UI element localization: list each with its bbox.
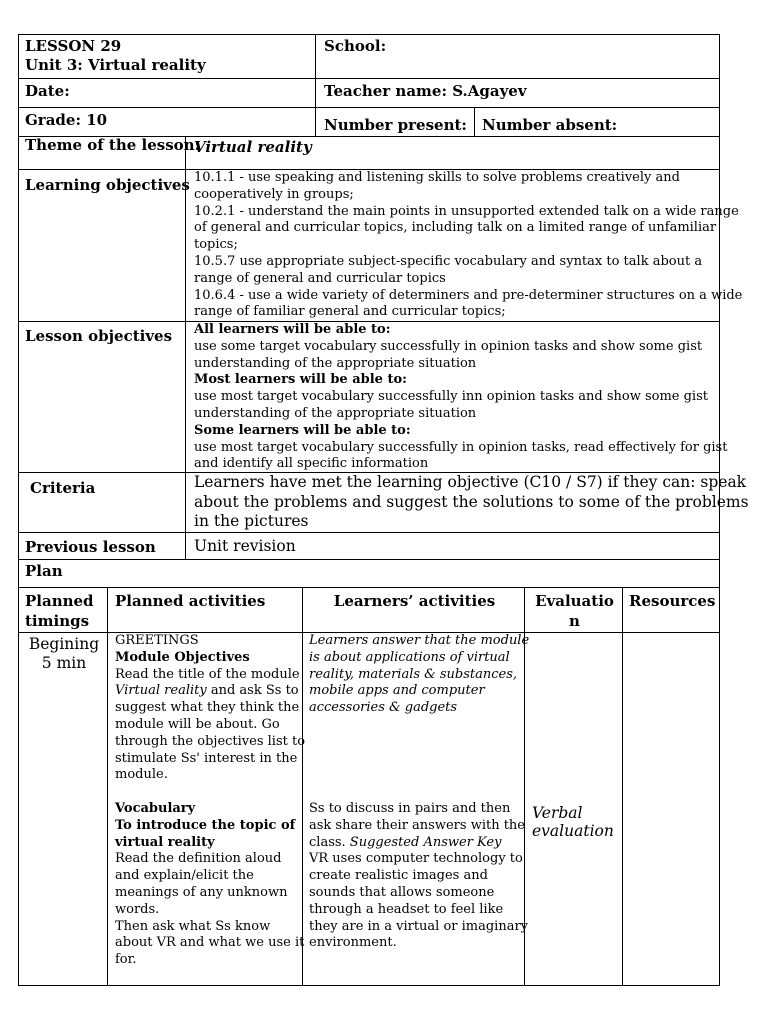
learning-objectives-list <box>194 170 742 321</box>
timing-duration: 5 min <box>41 654 87 672</box>
col-resources-label: Resources <box>629 592 716 610</box>
learners-line: reality, materials & substances, <box>309 666 518 682</box>
activity-line: Then ask what Ss know <box>115 918 271 934</box>
plan-cell <box>18 559 720 588</box>
activity-line: suggest what they think the <box>115 700 300 716</box>
objective-line: cooperatively in groups; <box>194 186 354 202</box>
col-evaluation-label: n <box>569 612 580 630</box>
objective-line: 10.2.1 - understand the main points in unsupported extended talk on a wide range <box>194 203 739 219</box>
activity-line <box>115 683 305 700</box>
theme-label: Theme of the lesson: <box>25 136 201 154</box>
activity-line: module will be about. Go <box>115 716 280 732</box>
previous-lesson-label-cell <box>18 532 186 560</box>
criteria-cell <box>185 472 749 533</box>
all-learners-line: understanding of the appropriate situation <box>194 355 477 371</box>
col-learners-header <box>302 587 525 633</box>
objective-line: 10.1.1 - use speaking and listening skills to solve problems creatively and <box>194 170 680 185</box>
col-learners-label: Learners’ activities <box>333 592 496 610</box>
timing-cell <box>18 632 108 986</box>
learners-line: environment. <box>309 935 397 951</box>
learners-line: is about applications of virtual <box>309 649 510 665</box>
lesson-number: LESSON 29 <box>25 37 122 55</box>
theme-value: Virtual reality <box>194 138 312 156</box>
most-learners-heading: Most learners will be able to: <box>194 372 407 388</box>
activity-line: about VR and what we use it <box>115 935 305 951</box>
vocabulary-subheading: To introduce the topic of <box>115 817 296 833</box>
learners-line-head: class. <box>309 834 350 850</box>
activity-line: stimulate Ss' interest in the <box>115 750 298 766</box>
evaluation-cell <box>524 632 623 986</box>
resources-cell <box>622 632 720 986</box>
learners-line: through a headset to feel like <box>309 901 504 917</box>
answer-key-label: Suggested Answer Key <box>349 834 502 850</box>
activity-line: meanings of any unknown <box>115 884 288 900</box>
vocabulary-subheading: virtual reality <box>115 834 215 850</box>
theme-label-cell <box>18 136 201 170</box>
vocabulary-heading: Vocabulary <box>115 800 196 816</box>
module-title: Virtual reality <box>115 683 207 699</box>
learning-objectives-label-cell <box>18 169 190 322</box>
activity-line: and explain/elicit the <box>115 868 254 884</box>
date-label: Date: <box>25 82 70 100</box>
col-timings-header <box>18 587 108 633</box>
learners-line: mobile apps and computer <box>309 683 485 699</box>
objective-line: of general and curricular topics, including talk on a limited range of unfamiliar <box>194 220 717 236</box>
col-activities-label: Planned activities <box>115 592 266 610</box>
learners-line: VR uses computer technology to <box>309 851 523 867</box>
greetings-label: GREETINGS <box>115 633 199 648</box>
learners-cell <box>302 632 530 986</box>
activity-line: Read the title of the module <box>115 666 300 682</box>
lesson-objectives-label-cell <box>18 321 186 473</box>
objective-line: range of familiar general and curricular topics; <box>194 304 506 320</box>
lesson-objectives-label: Lesson objectives <box>25 327 173 345</box>
criteria-line: in the pictures <box>194 512 309 530</box>
objective-line: 10.5.7 use appropriate subject-specific vocabulary and syntax to talk about a <box>194 253 703 269</box>
learners-line: Ss to discuss in pairs and then <box>309 801 511 816</box>
activity-line: through the objectives list to <box>115 733 306 749</box>
col-resources-header <box>622 587 720 633</box>
objective-line: 10.6.4 - use a wide variety of determiners and pre-determiner structures on a wide <box>194 287 743 303</box>
criteria-line: about the problems and suggest the solutions to some of the problems <box>194 492 749 511</box>
objective-line: range of general and curricular topics <box>194 270 446 286</box>
some-learners-line: use most target vocabulary successfully in opinion tasks, read effectively for gist <box>194 439 728 455</box>
activity-line: for. <box>115 952 137 968</box>
criteria-label-cell <box>18 472 186 533</box>
learners-line <box>309 835 528 852</box>
previous-lesson-cell <box>185 532 720 560</box>
unit-title: Unit 3: Virtual reality <box>25 56 206 74</box>
criteria-label: Criteria <box>30 479 96 497</box>
grade-label: Grade: 10 <box>25 111 108 129</box>
col-evaluation-label: Evaluatio <box>535 592 614 610</box>
date-cell <box>18 78 316 108</box>
school-label: School: <box>324 37 387 55</box>
learners-line: Learners answer that the module <box>309 633 530 648</box>
criteria-text <box>194 473 749 532</box>
all-learners-heading: All learners will be able to: <box>194 322 391 337</box>
activity-line: words. <box>115 901 160 917</box>
theme-value-cell <box>185 136 720 170</box>
spacer <box>115 784 305 801</box>
present-cell <box>315 107 475 137</box>
evaluation-value: Verbal <box>532 804 583 822</box>
most-learners-line: understanding of the appropriate situation <box>194 405 477 421</box>
learners-line: sounds that allows someone <box>309 884 495 900</box>
activity-line: module. <box>115 767 168 783</box>
col-evaluation-header <box>524 587 623 633</box>
previous-lesson-label: Previous lesson <box>25 538 156 556</box>
learners-line: accessories & gadgets <box>309 700 458 716</box>
plan-label: Plan <box>25 562 63 580</box>
learners-content <box>309 633 529 717</box>
activities-cell <box>107 632 306 986</box>
lesson-cell <box>18 34 316 79</box>
module-objectives-heading: Module Objectives <box>115 649 250 665</box>
learners-line: they are in a virtual or imaginary <box>309 918 529 934</box>
col-timings-label: timings <box>25 612 90 630</box>
teacher-cell <box>315 78 720 108</box>
learners-line: ask share their answers with the <box>309 817 525 833</box>
activity-line-tail: and ask Ss to <box>206 683 299 699</box>
school-cell <box>315 34 720 79</box>
absent-cell <box>474 107 720 137</box>
activities-content <box>115 633 305 969</box>
learning-objectives-label: Learning objectives <box>25 176 190 194</box>
some-learners-heading: Some learners will be able to: <box>194 422 411 438</box>
learners-content-vocab <box>309 801 528 952</box>
teacher-name: Teacher name: S.Agayev <box>324 82 527 100</box>
previous-lesson-value: Unit revision <box>194 537 296 555</box>
col-timings-label: Planned <box>25 592 94 610</box>
number-present-label: Number present: <box>324 116 467 134</box>
learning-objectives-cell <box>185 169 743 322</box>
timing-label: Begining <box>28 635 100 653</box>
lesson-objectives-cell <box>185 321 728 473</box>
evaluation-value: evaluation <box>532 822 614 840</box>
all-learners-line: use some target vocabulary successfully in opinion tasks and show some gist <box>194 338 703 354</box>
activity-line: Read the definition aloud <box>115 851 282 867</box>
number-absent-label: Number absent: <box>482 116 618 134</box>
criteria-line: Learners have met the learning objective (C10 / S7) if they can: speak <box>194 473 747 491</box>
grade-cell <box>18 107 316 137</box>
most-learners-line: use most target vocabulary successfully inn opinion tasks and show some gist <box>194 389 708 405</box>
col-activities-header <box>107 587 303 633</box>
some-learners-line: and identify all specific information <box>194 456 429 472</box>
objective-line: topics; <box>194 237 238 253</box>
learners-line: create realistic images and <box>309 868 488 884</box>
lesson-objectives-list <box>194 322 727 473</box>
